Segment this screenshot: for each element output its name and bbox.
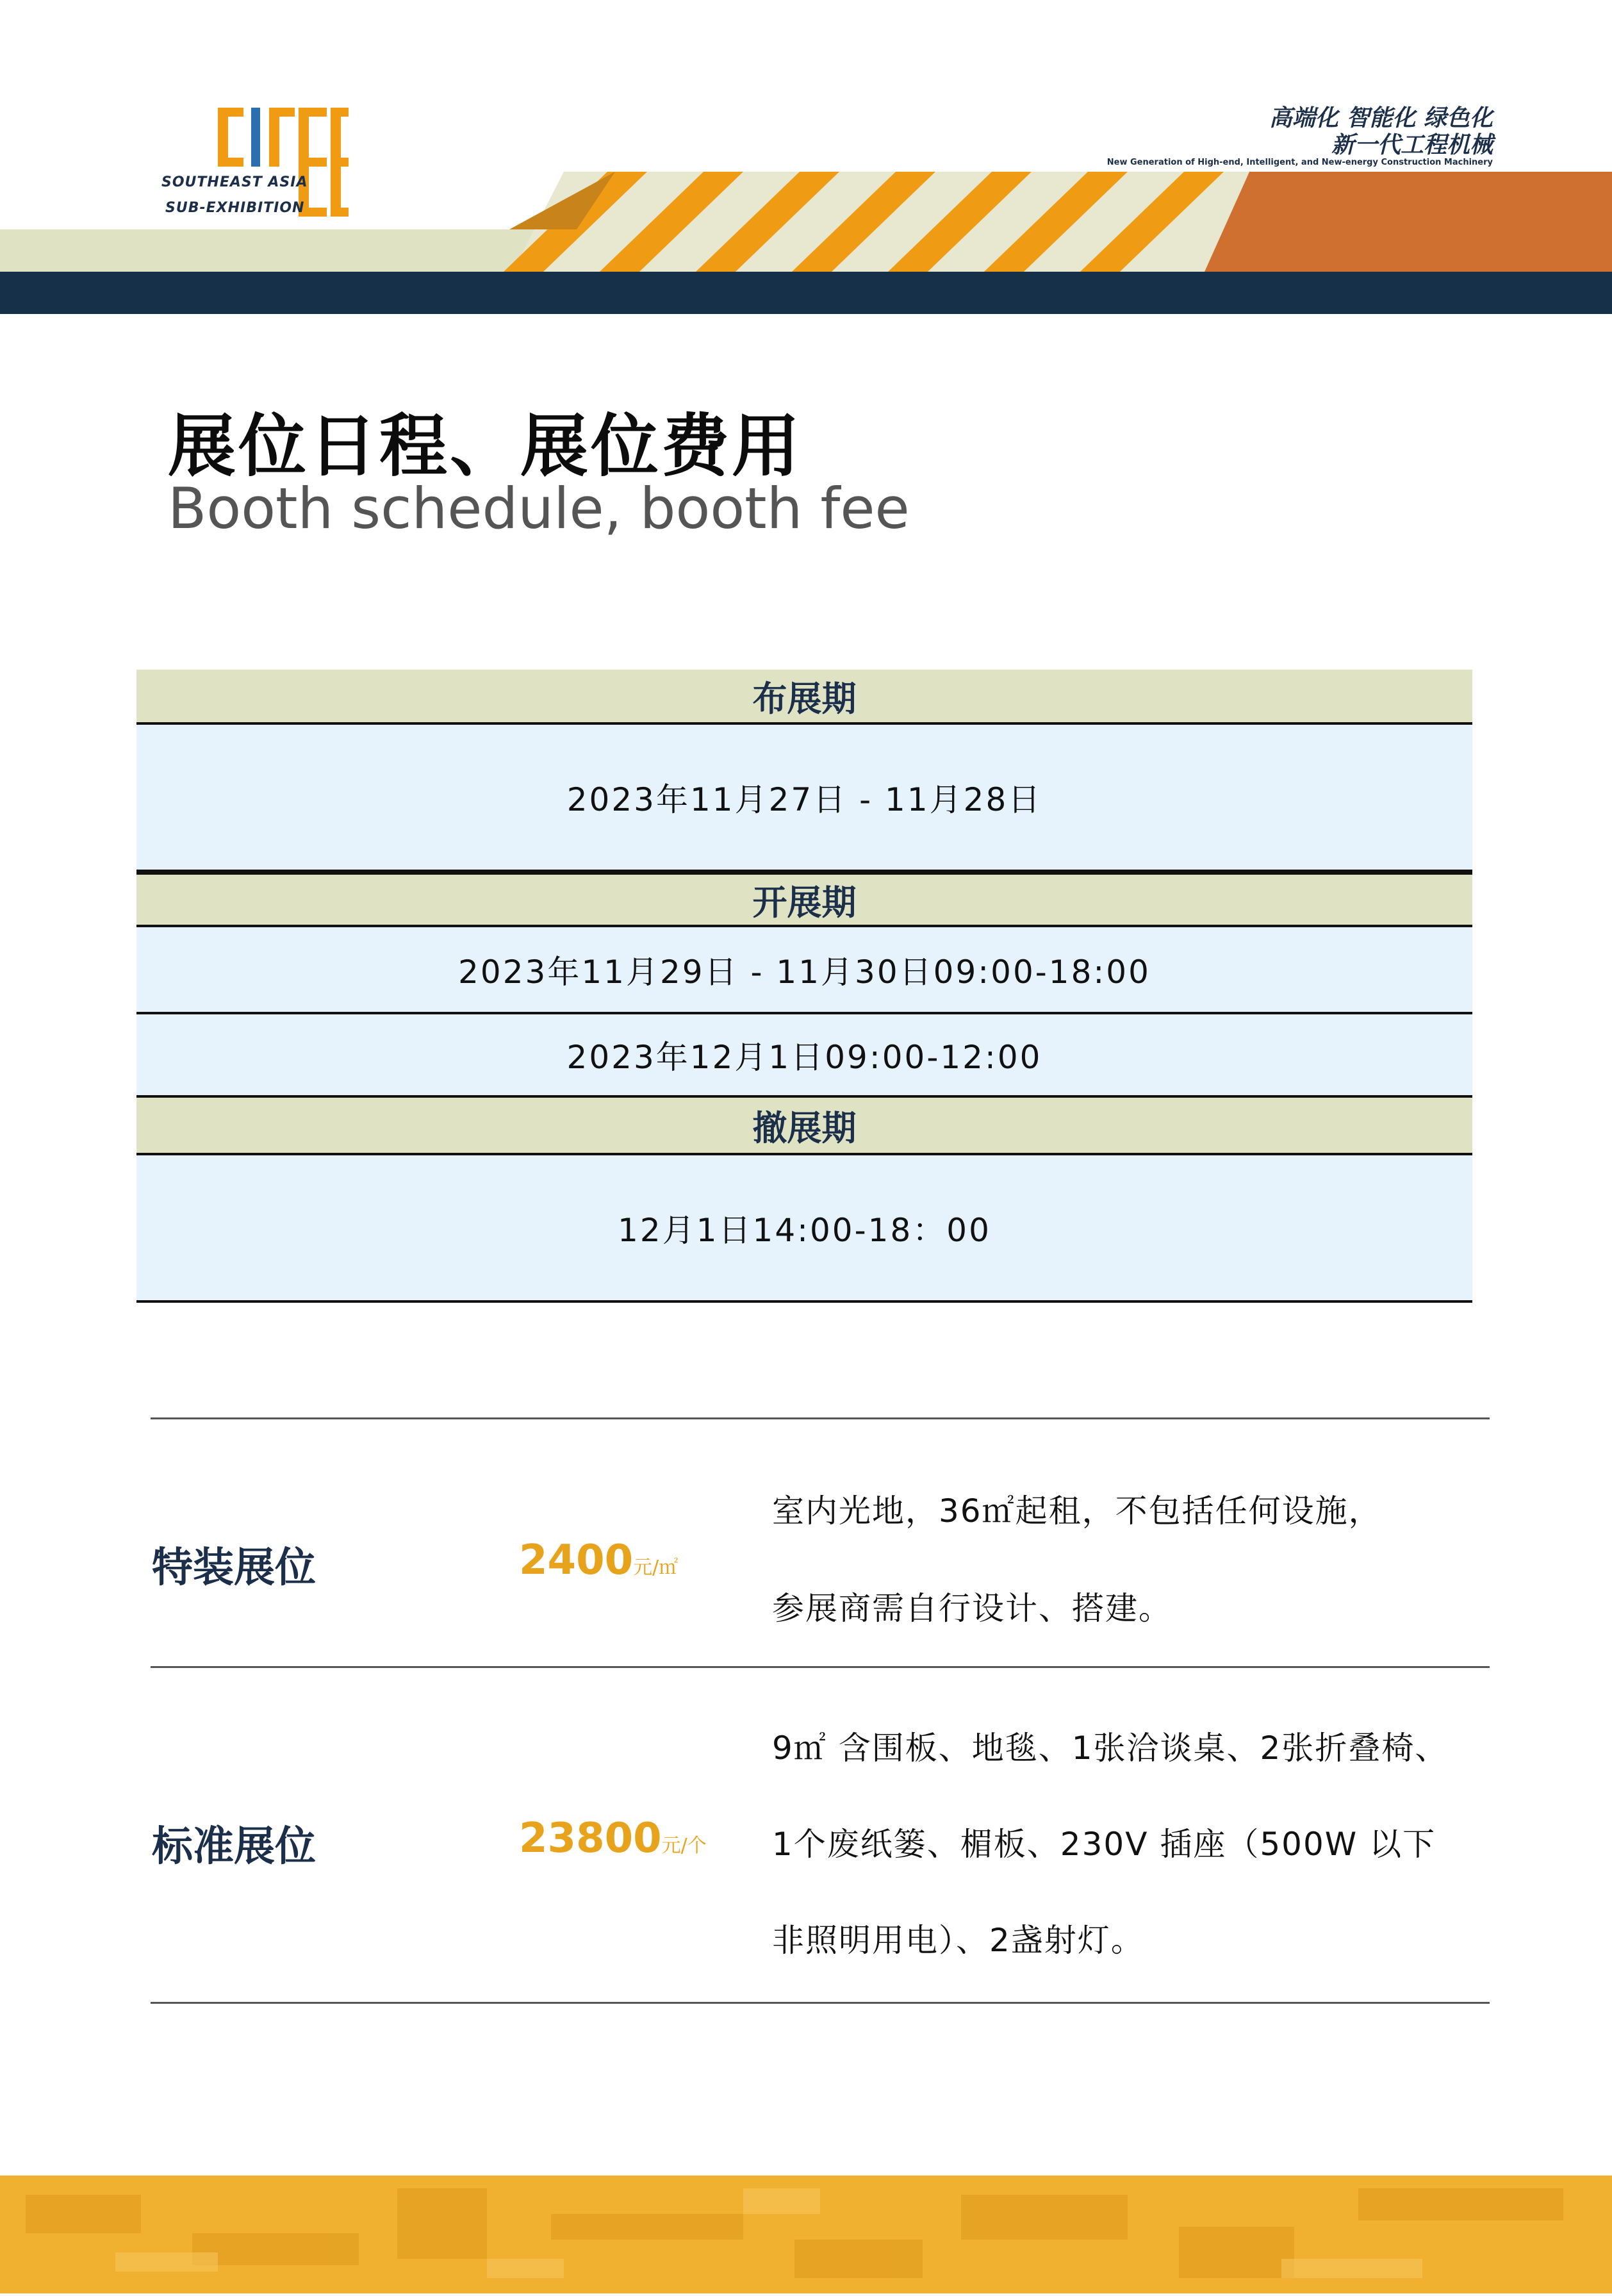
page-title-en: Booth schedule, booth fee: [168, 475, 910, 541]
tagline-en: New Generation of High-end, Intelligent, and New-energy Construction Machinery: [1106, 158, 1493, 167]
fee-price-value: 23800: [519, 1815, 662, 1862]
logo-sub-line2: SUB-EXHIBITION: [165, 200, 305, 216]
fee-price-standard: [519, 1815, 707, 1862]
footer-banner: [0, 2176, 1612, 2293]
teardown-period-header: 撤展期: [136, 1098, 1472, 1155]
fee-name-special: 特装展位: [152, 1544, 316, 1592]
tagline-line1: 高端化 智能化 绿色化: [1269, 105, 1493, 131]
open-period-date-2: 2023年12月1日09:00-12:00: [136, 1014, 1472, 1098]
fee-divider-middle: [151, 1666, 1490, 1668]
fee-desc-standard-line2: 1个废纸篓、楣板、230V 插座（500W 以下: [772, 1826, 1436, 1863]
fee-name-standard: 标准展位: [152, 1823, 316, 1871]
fee-desc-special-line1: 室内光地，36㎡起租，不包括任何设施，: [772, 1492, 1382, 1530]
fee-price-value: 2400: [519, 1537, 634, 1584]
logo-sub-line1: SOUTHEAST ASIA: [161, 174, 308, 190]
fee-price-unit: 元/㎡: [633, 1557, 679, 1579]
fee-divider-top: [151, 1417, 1490, 1419]
footer-texture-graphic: [0, 2176, 1612, 2293]
fee-divider-bottom: [151, 2002, 1490, 2004]
open-period-header: 开展期: [136, 872, 1472, 927]
page-title-cn: 展位日程、展位费用: [168, 407, 802, 486]
fee-price-unit: 元/个: [661, 1835, 707, 1857]
setup-period-header: 布展期: [136, 670, 1472, 725]
fee-desc-special-line2: 参展商需自行设计、搭建。: [772, 1590, 1172, 1627]
fee-desc-standard-line1: 9㎡ 含围板、地毯、1张洽谈桌、2张折叠椅、: [772, 1730, 1449, 1767]
fee-desc-standard-line3: 非照明用电）、2盏射灯。: [772, 1922, 1144, 1959]
tagline-line2: 新一代工程机械: [1331, 132, 1493, 158]
open-period-date-1: 2023年11月29日 - 11月30日09:00-18:00: [136, 927, 1472, 1014]
fee-price-special: [519, 1537, 678, 1584]
setup-period-date: 2023年11月27日 - 11月28日: [136, 725, 1472, 872]
teardown-period-date: 12月1日14:00-18：00: [136, 1155, 1472, 1303]
